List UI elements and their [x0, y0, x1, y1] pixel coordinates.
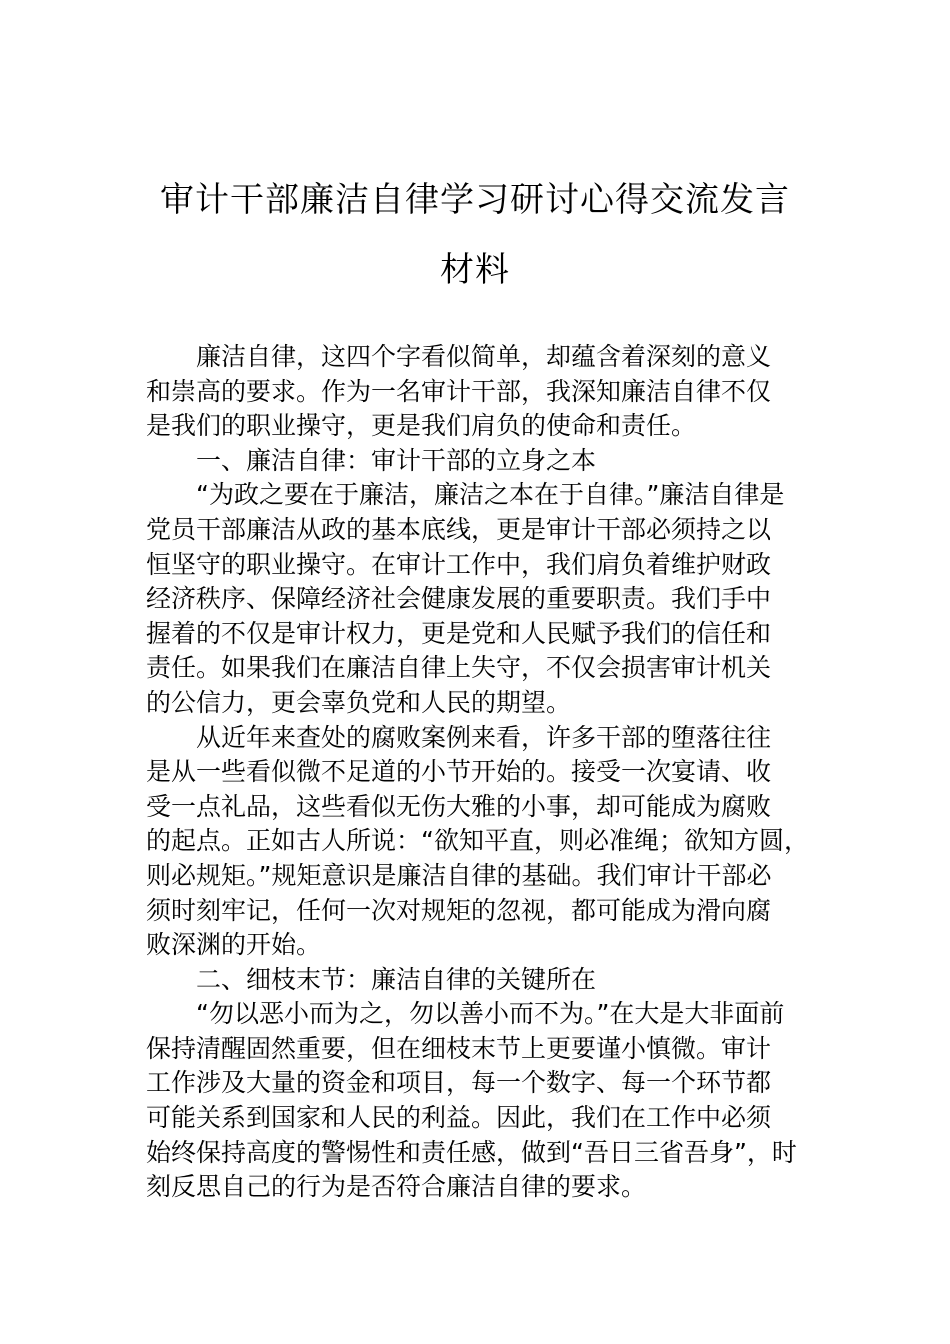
body-text-line: 的起点。正如古人所说：“欲知平直，则必准绳；欲知方圆， [146, 826, 809, 856]
body-text-line: 和崇高的要求。作为一名审计干部，我深知廉洁自律不仅 [146, 376, 772, 406]
body-text-line: 二、细枝末节：廉洁自律的关键所在 [196, 964, 597, 994]
body-text-line: 可能关系到国家和人民的利益。因此，我们在工作中必须 [146, 1103, 772, 1133]
body-text-line: 责任。如果我们在廉洁自律上失守，不仅会损害审计机关 [146, 653, 772, 683]
body-text-line: 须时刻牢记，任何一次对规矩的忽视，都可能成为滑向腐 [146, 895, 772, 925]
body-text-line: 则必规矩。”规矩意识是廉洁自律的基础。我们审计干部必 [146, 860, 772, 890]
body-text-line: 刻反思自己的行为是否符合廉洁自律的要求。 [146, 1172, 647, 1202]
body-text-line: “勿以恶小而为之，勿以善小而不为。”在大是大非面前 [196, 999, 785, 1029]
body-text-line: 一、廉洁自律：审计干部的立身之本 [196, 445, 597, 475]
body-text-line: 廉洁自律，这四个字看似简单，却蕴含着深刻的意义 [196, 342, 772, 371]
body-text-line: 始终保持高度的警惕性和责任感，做到“吾日三省吾身”，时 [146, 1137, 797, 1167]
body-text-line: 是从一些看似微不足道的小节开始的。接受一次宴请、收 [146, 757, 772, 787]
document-title-line-1: 审计干部廉洁自律学习研讨心得交流发言 [160, 180, 790, 220]
body-text-line: 握着的不仅是审计权力，更是党和人民赋予我们的信任和 [146, 618, 772, 648]
document-title-line-2: 材料 [440, 250, 510, 290]
body-text-line: 保持清醒固然重要，但在细枝末节上更要谨小慎微。审计 [146, 1033, 772, 1063]
body-text-line: “为政之要在于廉洁，廉洁之本在于自律。”廉洁自律是 [196, 480, 785, 510]
body-text-line: 从近年来查处的腐败案例来看，许多干部的堕落往往 [196, 722, 772, 752]
body-text-line: 是我们的职业操守，更是我们肩负的使命和责任。 [146, 411, 697, 441]
body-text-line: 受一点礼品，这些看似无伤大雅的小事，却可能成为腐败 [146, 791, 772, 821]
body-text-line: 败深渊的开始。 [146, 930, 322, 960]
document-body [146, 340, 826, 1205]
body-text-line: 恒坚守的职业操守。在审计工作中，我们肩负着维护财政 [146, 549, 772, 579]
body-text-line: 工作涉及大量的资金和项目，每一个数字、每一个环节都 [146, 1068, 772, 1098]
body-text-line: 经济秩序、保障经济社会健康发展的重要职责。我们手中 [146, 584, 772, 614]
body-text-line: 的公信力，更会辜负党和人民的期望。 [146, 687, 572, 717]
body-text-line: 党员干部廉洁从政的基本底线，更是审计干部必须持之以 [146, 514, 772, 544]
